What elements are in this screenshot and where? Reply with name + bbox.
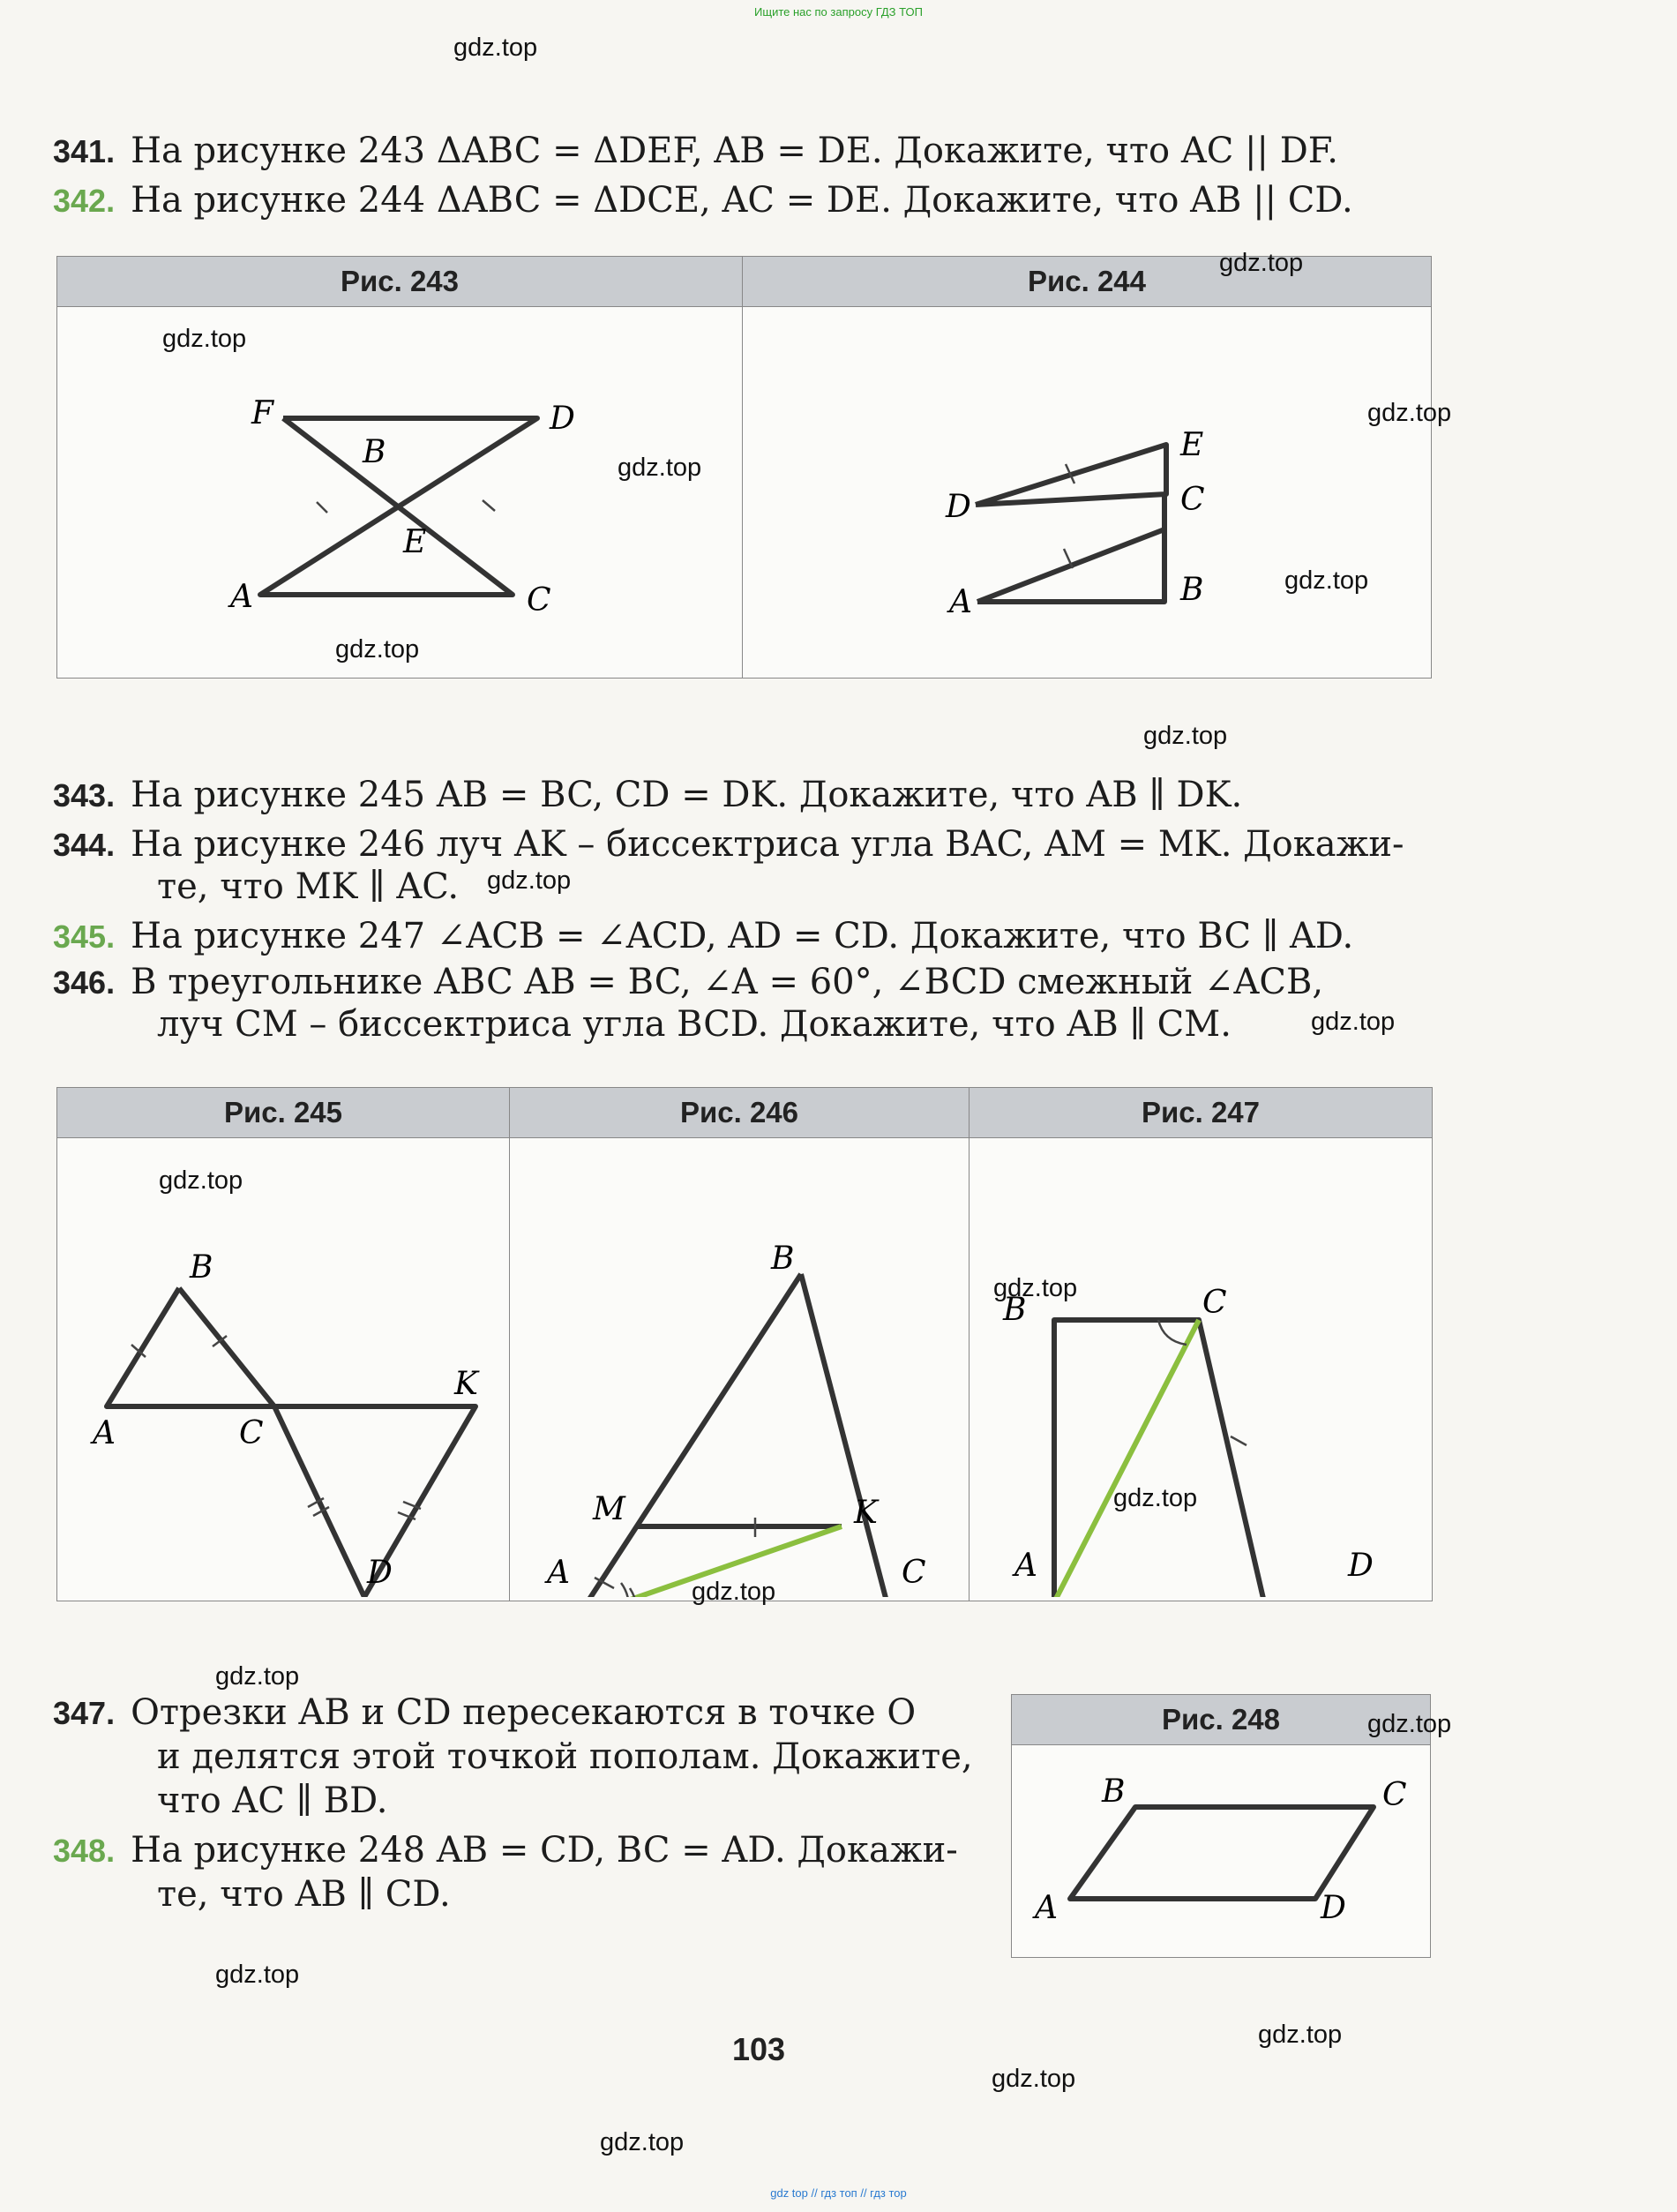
label-D: D: [367, 1555, 393, 1591]
problem-347-continued: и делятся этой точкой пополам. Докажите,: [157, 1736, 973, 1777]
watermark: gdz.top: [487, 866, 572, 895]
label-D: D: [1321, 1890, 1346, 1926]
label-F: F: [251, 395, 273, 431]
label-A: A: [1035, 1890, 1058, 1926]
figure-table-243-244: [56, 256, 1432, 679]
watermark: gdz.top: [692, 1578, 776, 1606]
label-D: D: [1348, 1548, 1374, 1584]
watermark: gdz.top: [993, 1274, 1078, 1302]
problem-345: [53, 911, 1429, 963]
page-number: 103: [731, 2031, 786, 2067]
watermark: gdz.top: [162, 325, 247, 353]
figure-title: Рис. 247: [970, 1088, 1432, 1137]
problem-number: 348.: [53, 1833, 116, 1869]
problem-number: 343.: [53, 777, 116, 814]
label-C: C: [527, 582, 551, 619]
watermark: gdz.top: [1284, 566, 1369, 595]
watermark: gdz.top: [159, 1166, 243, 1195]
problem-342: [53, 175, 1429, 227]
figure-243: [57, 307, 742, 674]
watermark: gdz.top: [1367, 1710, 1452, 1738]
watermark: gdz.top: [1367, 399, 1452, 427]
label-B: B: [363, 434, 386, 470]
label-D: D: [946, 489, 971, 525]
label-B: B: [190, 1249, 213, 1286]
watermark: gdz.top: [1258, 2021, 1343, 2049]
label-C: C: [1202, 1285, 1227, 1321]
label-K: K: [454, 1366, 478, 1402]
figure-title: Рис. 245: [57, 1088, 509, 1137]
label-C: C: [1382, 1777, 1407, 1813]
label-B: B: [771, 1241, 795, 1277]
label-A: A: [949, 584, 972, 620]
problem-text: Отрезки AB и CD пересекаются в точке O: [131, 1692, 917, 1733]
problem-number: 346.: [53, 964, 116, 1001]
problem-343: [53, 769, 1429, 821]
problem-text: На рисунке 247 ∠ACB = ∠ACD, AD = CD. Докажите, что BC ∥ AD.: [131, 916, 1354, 956]
problem-346-continued: луч CM – биссектриса угла BCD. Докажите, что AB ∥ CM.: [157, 1004, 1232, 1045]
problem-text: На рисунке 245 AB = BC, CD = DK. Докажите, что AB ∥ DK.: [131, 775, 1243, 815]
label-E: E: [1180, 427, 1204, 463]
problem-text: На рисунке 243 ΔABC = ΔDEF, AB = DE. Докажите, что AC || DF.: [131, 131, 1339, 171]
problem-344-continued: те, что MK ∥ AC.: [157, 866, 460, 907]
figure-title: Рис. 246: [510, 1088, 969, 1137]
label-A: A: [230, 579, 253, 615]
watermark: gdz.top: [453, 34, 538, 62]
figure-title: Рис. 243: [57, 257, 742, 306]
problem-text: В треугольнике ABC AB = BC, ∠A = 60°, ∠BCD смежный ∠ACB,: [131, 962, 1324, 1002]
watermark: gdz.top: [215, 1961, 300, 1989]
label-E: E: [403, 524, 427, 560]
problem-text: На рисунке 244 ΔABC = ΔDCE, AC = DE. Докажите, что AB || CD.: [131, 180, 1353, 221]
figure-244: [743, 307, 1431, 674]
watermark: gdz.top: [600, 2128, 685, 2156]
problem-number: 342.: [53, 183, 116, 219]
watermark: gdz.top: [618, 454, 702, 482]
watermark: gdz.top: [1113, 1484, 1198, 1512]
watermark: gdz.top: [335, 635, 420, 664]
problem-text: На рисунке 246 луч AK – биссектриса угла BAC, AM = MK. Докажи-: [131, 824, 1404, 865]
problem-number: 344.: [53, 827, 116, 863]
label-C: C: [1180, 482, 1205, 518]
watermark: gdz.top: [215, 1662, 300, 1691]
label-A: A: [93, 1415, 116, 1451]
label-B: B: [1003, 1292, 1027, 1328]
footer-note: gdz top // гдз топ // гдз тор: [770, 2186, 907, 2200]
figure-title: Рис. 248: [1012, 1695, 1430, 1744]
label-B: B: [1180, 572, 1204, 608]
watermark: gdz.top: [1143, 722, 1228, 750]
problem-341: [53, 125, 1429, 177]
label-A: A: [1014, 1548, 1037, 1584]
watermark: gdz.top: [1311, 1008, 1396, 1036]
watermark: gdz.top: [992, 2065, 1076, 2093]
header-note: Ищите нас по запросу ГДЗ ТОП: [754, 5, 923, 19]
figure-row-bottom-labels: [56, 1087, 1429, 1634]
label-C: C: [902, 1555, 926, 1591]
figure-248: [1012, 1745, 1430, 1953]
problem-number: 347.: [53, 1695, 116, 1731]
label-C: C: [239, 1415, 264, 1451]
label-M: M: [593, 1491, 625, 1527]
label-D: D: [550, 401, 575, 437]
label-B: B: [1102, 1773, 1126, 1810]
label-A: A: [547, 1555, 570, 1591]
problem-347-continued: что AC ∥ BD.: [157, 1781, 388, 1821]
label-K: K: [854, 1495, 878, 1531]
problem-348-continued: те, что AB ∥ CD.: [157, 1874, 451, 1915]
watermark: gdz.top: [1219, 249, 1304, 277]
problem-text: На рисунке 248 AB = CD, BC = AD. Докажи-: [131, 1830, 958, 1871]
figure-title: Рис. 244: [743, 257, 1431, 306]
problem-number: 341.: [53, 133, 116, 169]
problem-number: 345.: [53, 919, 116, 955]
